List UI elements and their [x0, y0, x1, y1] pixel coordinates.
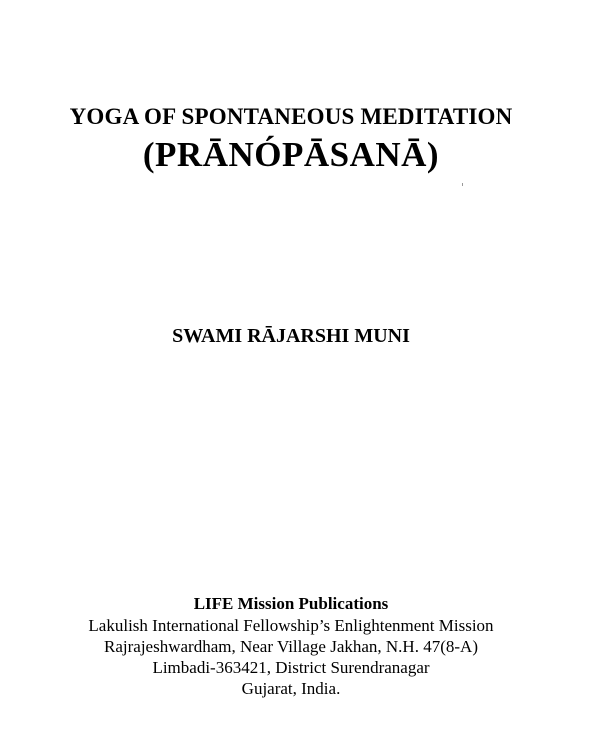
publisher-address-line-3: Limbadi-363421, District Surendranagar: [152, 658, 430, 677]
publisher-block: [0, 593, 582, 699]
publisher-address-line-2: Rajrajeshwardham, Near Village Jakhan, N.H. 47(8-A): [104, 637, 478, 656]
publisher-address-line-4: Gujarat, India.: [241, 679, 341, 698]
book-title: YOGA OF SPONTANEOUS MEDITATION: [69, 104, 513, 129]
publisher-name: LIFE Mission Publications: [193, 594, 389, 613]
author-name: SWAMI RĀJARSHI MUNI: [172, 325, 410, 347]
publisher-address-line-1: Lakulish International Fellowship’s Enlightenment Mission: [88, 616, 494, 635]
book-subtitle: (PRĀNÓPĀSANĀ): [142, 135, 440, 174]
scan-speck: [462, 183, 463, 186]
